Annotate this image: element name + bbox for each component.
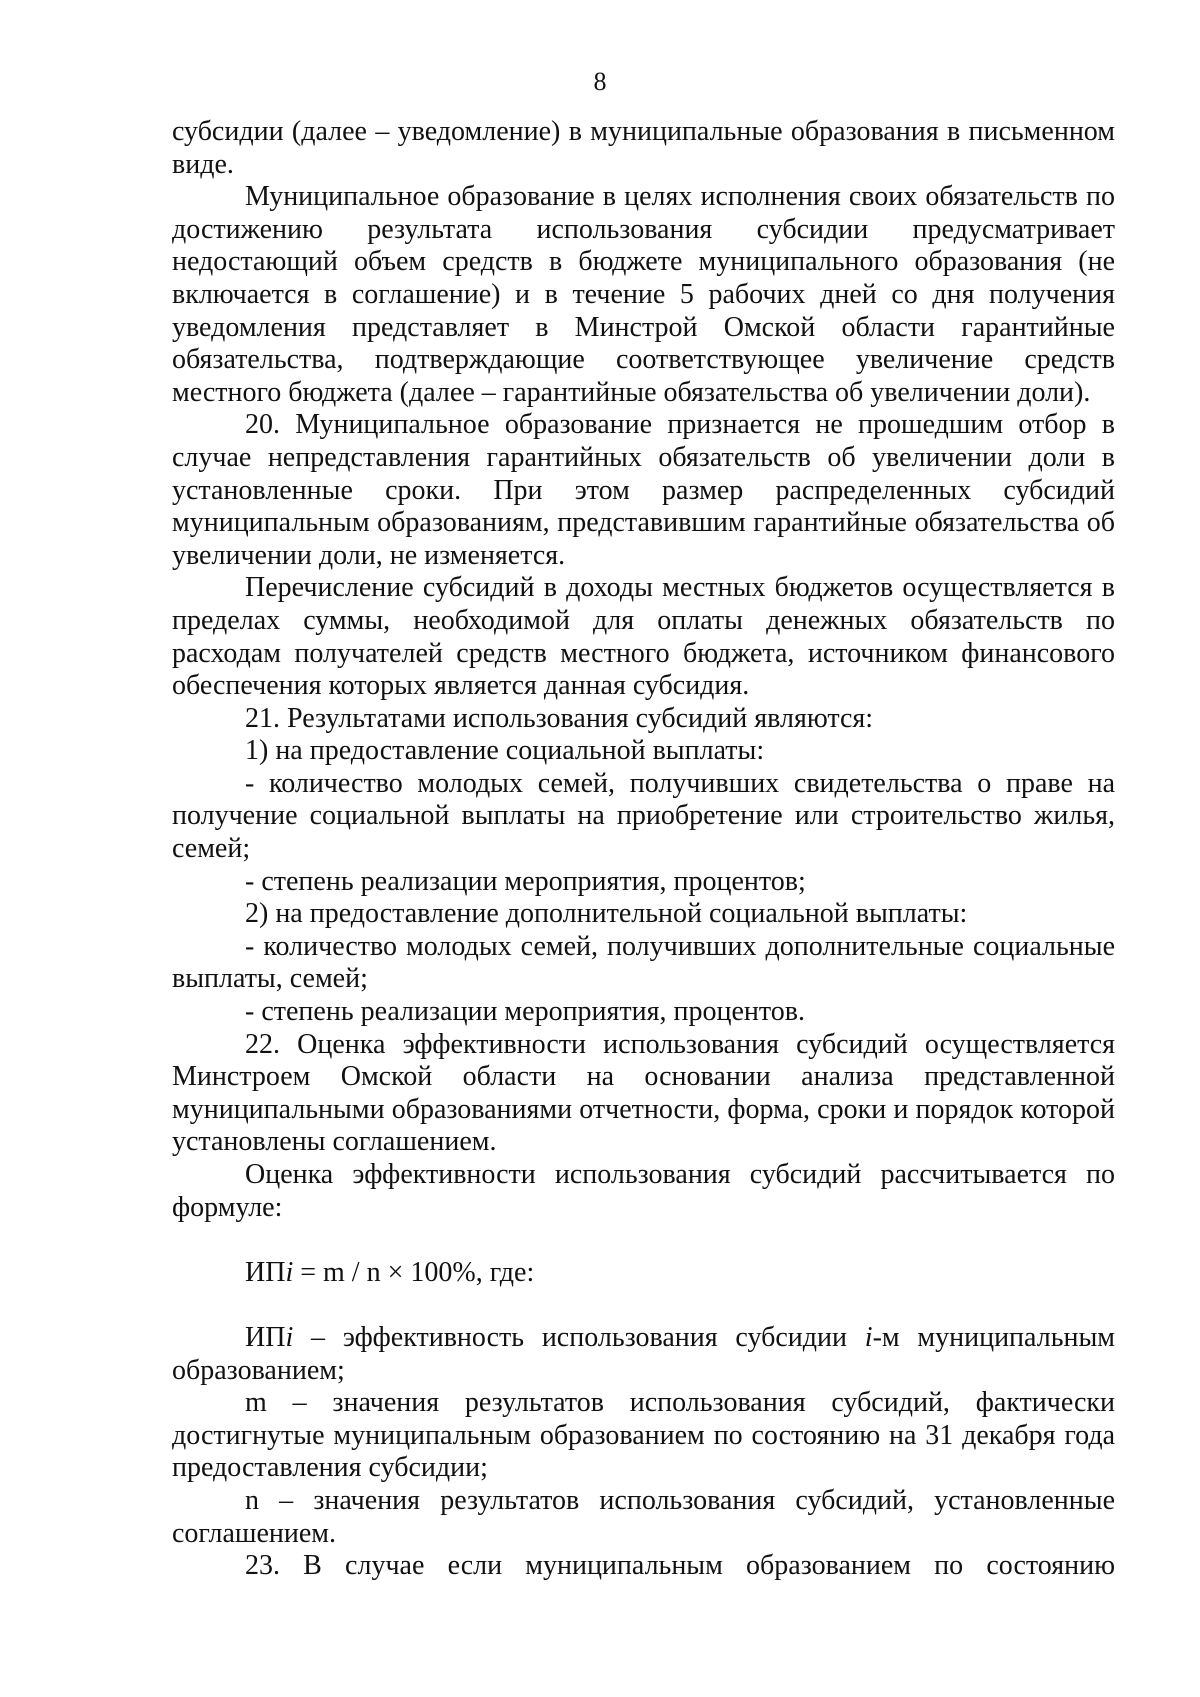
definition-m: m – значения результатов использования субсидий, фактически достигнутые муниципальным образованием по состоянию на 31 декабря года предоставления субсидии; (172, 1387, 1115, 1484)
list-item: - степень реализации мероприятия, процентов. (245, 996, 805, 1028)
definition-text: -м муниципальным образованием; (172, 1321, 1115, 1386)
page-number: 8 (593, 67, 607, 96)
list-item: - степень реализации мероприятия, процентов; (245, 865, 806, 897)
paragraph-item-20: 20. Муниципальное образование признается не прошедшим отбор в случае непредставления гарантийных обязательств об увеличении доли в установленные сроки. При этом размер распределенных субсидий муниципальным образованиям, представившим гарантийные обязательства об увеличении доли, не изменяется. (172, 409, 1115, 571)
formula (172, 1257, 1115, 1290)
definition-n: n – значения результатов использования субсидий, установленные соглашением. (172, 1484, 1115, 1549)
document-body (172, 116, 1115, 1583)
list-item: 1) на предоставление социальной выплаты: (245, 735, 765, 767)
definition-ipi (172, 1322, 1115, 1387)
list-item: - количество молодых семей, получивших дополнительные социальные выплаты, семей; (172, 930, 1115, 995)
formula-rest: = m / n × 100%, где: (293, 1256, 535, 1288)
definition-index: i (285, 1321, 294, 1353)
list-item: 2) на предоставление дополнительной социальной выплаты: (245, 898, 968, 930)
paragraph: субсидии (далее – уведомление) в муниципальные образования в письменном виде. (172, 116, 1115, 180)
formula-prefix: ИП (245, 1256, 286, 1288)
formula-index: i (285, 1256, 294, 1288)
paragraph-item-23: 23. В случае если муниципальным образованием по состоянию (245, 1550, 1115, 1582)
definition-prefix: ИП (245, 1321, 286, 1353)
paragraph: Перечисление субсидий в доходы местных бюджетов осуществляется в пределах суммы, необходимой для оплаты денежных обязательств по расходам получателей средств местного бюджета, источником финансового обеспечения которых является данная субсидия. (172, 572, 1115, 702)
definition-text: – эффективность использования субсидии (293, 1321, 865, 1353)
paragraph: Муниципальное образование в целях исполнения своих обязательств по достижению результата использования субсидии предусматривает недостающий объем средств в бюджете муниципального образования (не включается в соглашение) и в течение 5 рабочих дней со дня получения уведомления представляет в Минстрой Омской области гарантийные обязательства, подтверждающие соответствующее увеличение средств местного бюджета (далее – гарантийные обязательства об увеличении доли). (172, 181, 1115, 408)
paragraph-item-21: 21. Результатами использования субсидий являются: (245, 702, 874, 734)
list-item: - количество молодых семей, получивших свидетельства о праве на получение социальной выплаты на приобретение или строительство жилья, семей; (172, 767, 1115, 865)
paragraph: Оценка эффективности использования субсидий рассчитывается по формуле: (172, 1159, 1115, 1223)
definition-index: i (864, 1321, 873, 1353)
paragraph-item-22: 22. Оценка эффективности использования субсидий осуществляется Минстроем Омской области на основании анализа представленной муниципальными образованиями отчетности, форма, сроки и порядок которой установлены соглашением. (172, 1028, 1115, 1158)
